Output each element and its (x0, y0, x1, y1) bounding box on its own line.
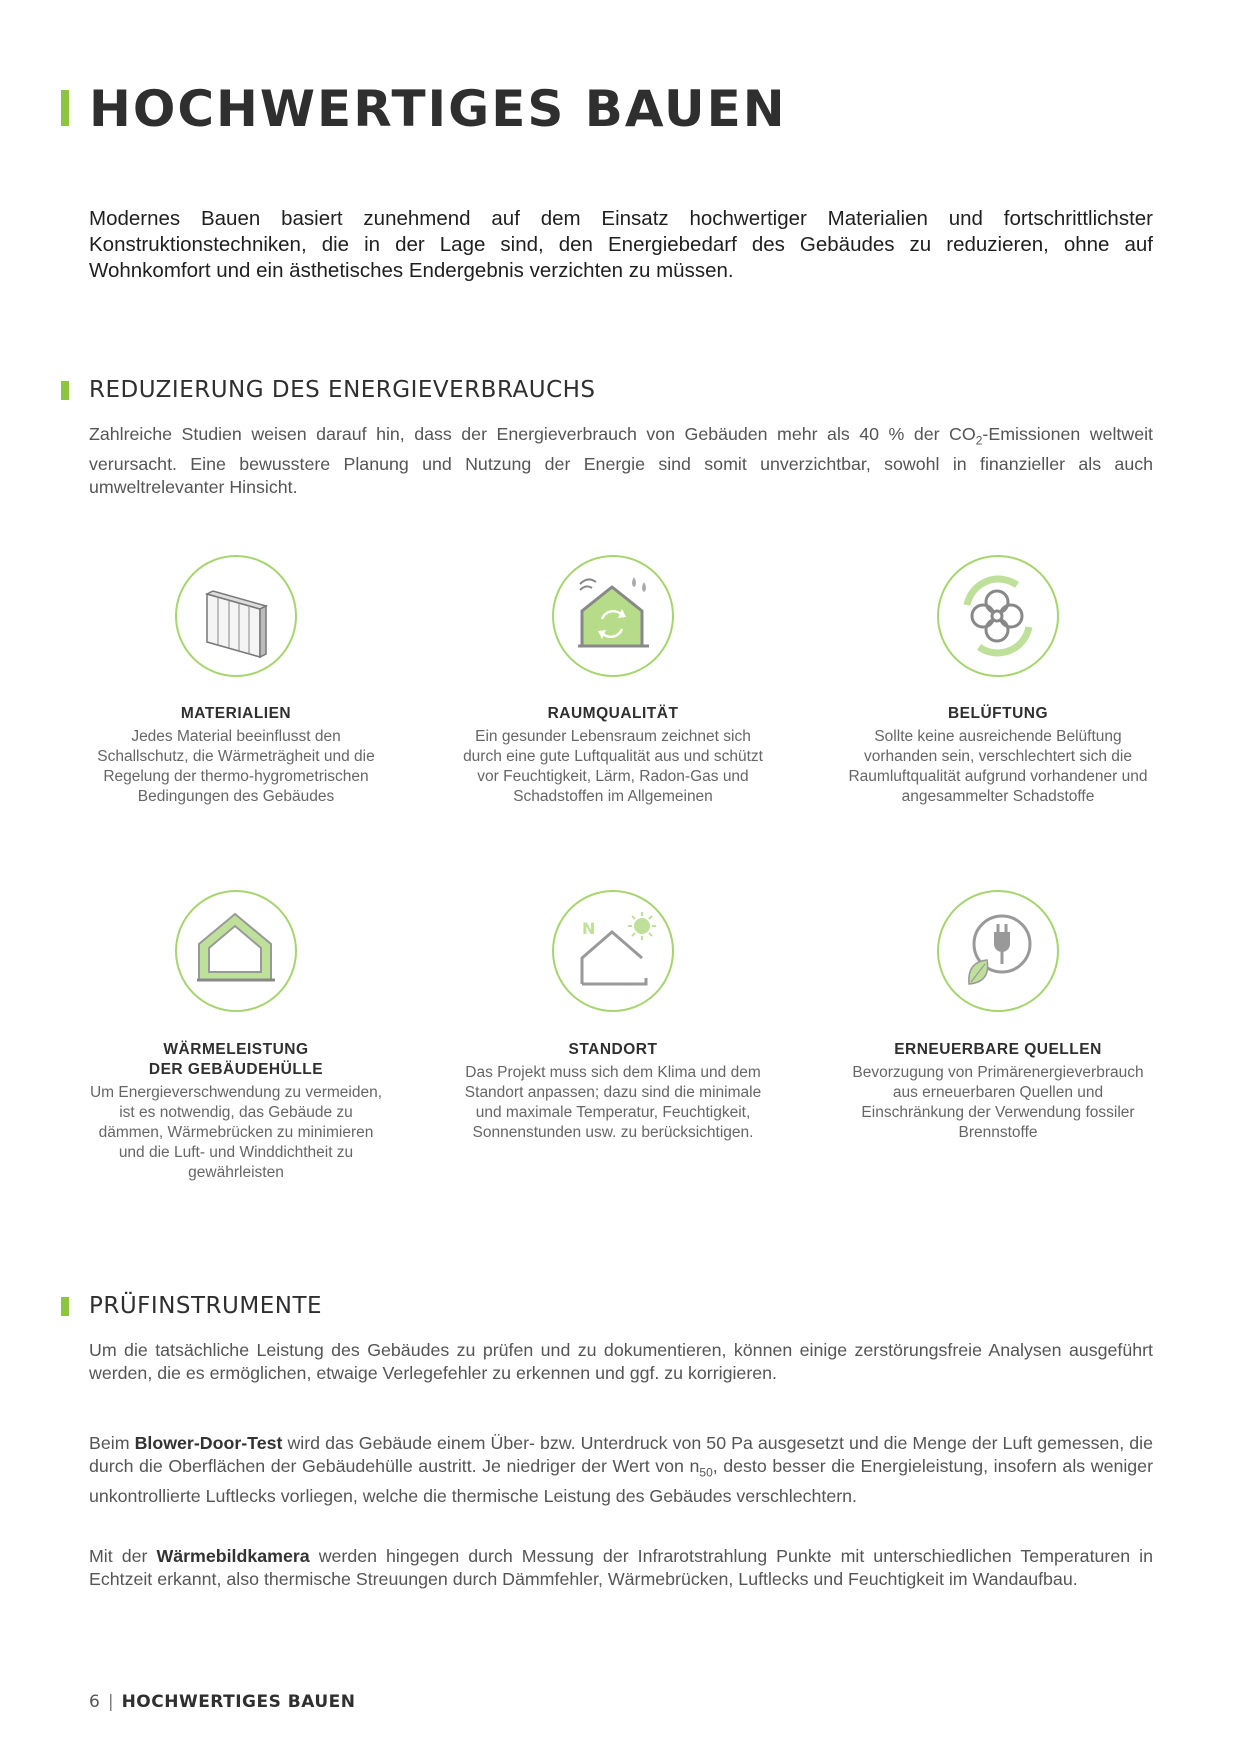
feature-desc-erneuerbare-quellen: Bevorzugung von Primärenergieverbrauch aus erneuerbaren Quellen und Einschränkung der Verwendung fossiler Brennstoffe (852, 1064, 1144, 1141)
insulated-house-icon (175, 890, 297, 1012)
feature-title-materialien: MATERIALIEN (180, 705, 292, 722)
section1-accent-bar (61, 381, 69, 400)
section2-paragraph-thermal-camera: Mit der Wärmebildkamera werden hingegen durch Messung der Infrarotstrahlung Punkte mit unterschiedlichen Temperaturen in Echtzeit erkannt, also thermische Streuungen durch Dämmfehler, Wärmebrücken, Luftlecks und Feuchtigkeit im Wandaufbau. (89, 1546, 1153, 1589)
feature-title-erneuerbare-quellen: ERNEUERBARE QUELLEN (894, 1041, 1102, 1058)
feature-desc-materialien: Jedes Material beeinflusst den Schallschutz, die Wärmeträgheit und die Regelung der thermo-hygrometrischen Bedingungen des Gebäudes (97, 728, 375, 805)
feature-desc-standort: Das Projekt muss sich dem Klima und dem Standort anpassen; dazu sind die minimale und maximale Temperatur, Feuchtigkeit, Sonnenstunden usw. zu berücksichtigen. (464, 1064, 762, 1141)
feature-desc-belueftung: Sollte keine ausreichende Belüftung vorhanden sein, verschlechtert sich die Raumluftqualität aufgrund vorhandener und angesammelter Schadstoffe (848, 728, 1148, 805)
footer-separator: | (107, 1692, 114, 1712)
thermal-camera-term: Wärmebildkamera (156, 1546, 310, 1566)
footer-title: HOCHWERTIGES BAUEN (121, 1692, 356, 1712)
ventilation-fan-icon (937, 555, 1059, 677)
section2-heading: PRÜFINSTRUMENTE (89, 1293, 323, 1319)
page-title: HOCHWERTIGES BAUEN (89, 80, 787, 138)
feature-title-belueftung: BELÜFTUNG (947, 705, 1049, 722)
feature-title-raumqualitaet: RAUMQUALITÄT (547, 705, 679, 722)
feature-desc-raumqualitaet: Ein gesunder Lebensraum zeichnet sich durch eine gute Luftqualität aus und schützt vor Feuchtigkeit, Lärm, Radon-Gas und Schadstoffen im Allgemeinen (463, 728, 763, 805)
section2-paragraph-1: Um die tatsächliche Leistung des Gebäudes zu prüfen und zu dokumentieren, können einige zerstörungsfreie Analysen ausgeführt werden, die es ermöglichen, etwaige Verlegefehler zu erkennen und ggf. zu korrigieren. (89, 1340, 1153, 1383)
plug-leaf-icon (937, 890, 1059, 1012)
title-accent-bar (61, 90, 69, 126)
radiator-panel-icon (175, 555, 297, 677)
feature-desc-waermeleistung: Um Energieverschwendung zu vermeiden, ist es notwendig, das Gebäude zu dämmen, Wärmebrücken zu minimieren und die Luft- und Winddichtheit zu gewährleisten (89, 1084, 383, 1181)
page-number: 6 (89, 1692, 100, 1712)
section1-paragraph: Zahlreiche Studien weisen darauf hin, dass der Energieverbrauch von Gebäuden mehr als 40 % der $CO_2$-Emissionen weltweit verursacht. Eine bewusstere Planung und Nutzung der Energie sind somit unverzichtbar, sowohl in finanzieller als auch umweltrelevanter Hinsicht. (89, 424, 1153, 497)
house-air-quality-icon (552, 555, 674, 677)
section2-paragraph-blower-door: Beim Blower-Door-Test wird das Gebäude einem Über- bzw. Unterdruck von 50 Pa ausgesetzt und die Menge der Luft gemessen, die durch die Oberflächen der Gebäudehülle austritt. Je niedriger der Wert von $n_{50}$, desto besser die Energieleistung, insofern als weniger unkontrollierte Luftlecks vorliegen, welche die thermische Leistung des Gebäudes verschlechtern. (89, 1433, 1153, 1506)
feature-title-standort: STANDORT (568, 1041, 658, 1058)
blower-door-term: Blower-Door-Test (134, 1433, 283, 1453)
page-footer (89, 1692, 356, 1712)
feature-title-waermeleistung: WÄRMELEISTUNG DER GEBÄUDEHÜLLE (148, 1041, 324, 1078)
section1-heading: REDUZIERUNG DES ENERGIEVERBRAUCHS (89, 377, 596, 403)
section2-accent-bar (61, 1297, 69, 1316)
house-orientation-sun-icon (552, 890, 674, 1012)
intro-paragraph: Modernes Bauen basiert zunehmend auf dem Einsatz hochwertiger Materialien und fortschrittlichster Konstruktionstechniken, die in der Lage sind, den Energiebedarf des Gebäudes zu reduzieren, ohne auf Wohnkomfort und ein ästhetisches Endergebnis verzichten zu müssen. (89, 207, 1153, 282)
svg-text:N: N (582, 919, 596, 938)
